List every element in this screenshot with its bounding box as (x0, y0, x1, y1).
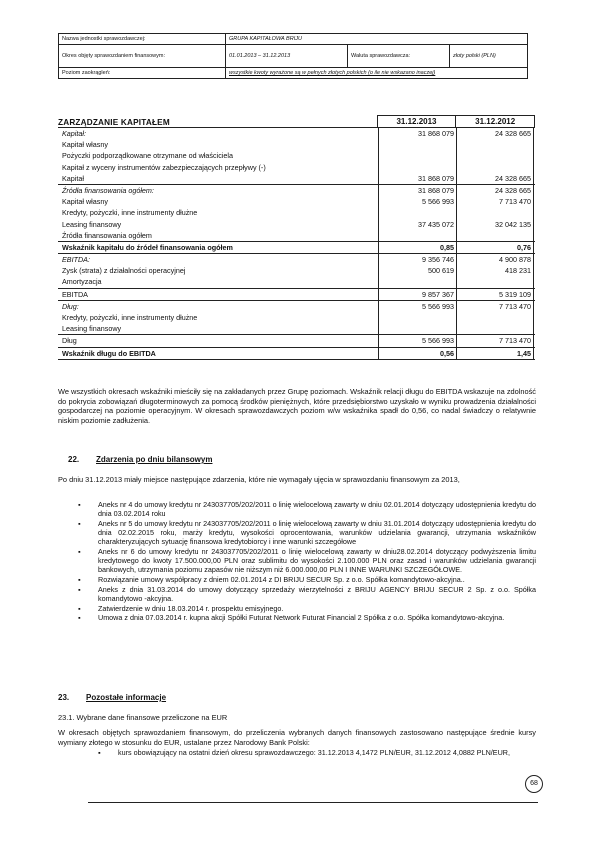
value-2013: 37 435 072 (378, 219, 456, 230)
value-2013: 9 857 367 (378, 289, 456, 300)
list-item-text: kurs obowiązujący na ostatni dzień okresu sprawozdawczego: 31.12.2013 4,1472 PLN/EUR, 31.12.2012 4,0882 PLN/EUR, (118, 748, 510, 757)
currency-label: Waluta sprawozdawcza: (348, 45, 450, 67)
table-body (58, 127, 535, 360)
list-item-text: Aneks nr 5 do umowy kredytu nr 243037705/202/2011 o linię wielocelową zawarty w dniu 31.01.2014 dotyczący udostępnienia kredytu do dnia 02.02.2015 roku, marży kredytu, wysokości oprocentowania, warunków udzielania gwarancji, utrzymania wskaźników charakteryzujących sytuację finansowa kredytobiorcy i inne warunki szczegółowe (98, 518, 536, 547)
list-item-text: Aneks nr 4 do umowy kredytu nr 243037705/202/2011 o linię wielocelową zawarty w dniu 02.01.2014 dotyczący udostępnienia kredytu do dnia 03.02.2014 roku (98, 500, 536, 519)
exchange-rates-intro: W okresach objętych sprawozdaniem finansowym, do przeliczenia wybranych danych finansowych zastosowano następujące średnie kursy wymiany złotego w stosunku do EUR, ustalane przez Narodowy Bank Polski: (58, 728, 536, 747)
row-label: Wskaźnik kapitału do źródeł finansowania ogółem (62, 242, 233, 252)
bullet-icon: ▪ (78, 547, 81, 557)
value-2012: 24 328 665 (456, 128, 534, 139)
table-row (58, 323, 535, 335)
value-2012 (456, 150, 534, 161)
ratios-commentary: We wszystkich okresach wskaźniki mieściły się na zakładanych przez Grupę poziomach. Wskaźnik relacji długu do EBITDA wskazuje na zdolność do pokrycia zobowiązań długoterminowych za pomocą środków pieniężnych, które przedsiębiorstwo uzyskało w wyniku prowadzenia działalności gospodarczej na poziomie operacyjnym. W okresach sprawozdawczych poziom w/w wskaźnika spadł do 0,56, co nadal świadczy o relatywnie niskim poziomie zadłużenia. (58, 387, 536, 425)
list-item (70, 547, 536, 575)
value-2012 (456, 312, 534, 323)
value-2012: 7 713 470 (456, 301, 534, 312)
value-2012 (456, 207, 534, 218)
value-2012: 5 319 109 (456, 289, 534, 300)
unit-label: Nazwa jednostki sprawozdawczej: (59, 34, 226, 44)
row-label: Kapitał (62, 173, 84, 183)
value-2013: 31 868 079 (378, 173, 456, 184)
row-label: Kapitał: (62, 129, 86, 138)
col-header-2013: 31.12.2013 (377, 115, 457, 127)
value-2012: 1,45 (456, 348, 534, 359)
value-2013: 31 868 079 (378, 128, 456, 139)
value-2012: 24 328 665 (456, 173, 534, 184)
table-row (58, 301, 535, 312)
table-row (58, 196, 535, 207)
row-label: Kapitał z wyceny instrumentów zabezpieczających przepływy (-) (62, 162, 266, 172)
value-2012: 24 328 665 (456, 185, 534, 196)
value-2013: 31 868 079 (378, 185, 456, 196)
table-row (58, 162, 535, 173)
value-2013 (378, 139, 456, 150)
value-2013 (378, 276, 456, 287)
bullet-icon: ▪ (78, 518, 81, 528)
value-2012: 0,76 (456, 242, 534, 253)
value-2013: 9 356 746 (378, 254, 456, 265)
value-2012 (456, 323, 534, 334)
section-number: 22. (68, 455, 80, 464)
row-label: Źródła finansowania ogółem: (62, 185, 154, 195)
col-header-2012: 31.12.2012 (456, 115, 535, 127)
value-2012: 4 900 878 (456, 254, 534, 265)
value-2013: 500 619 (378, 265, 456, 276)
table-row (58, 312, 535, 323)
value-2013 (378, 230, 456, 241)
capital-management-table (58, 113, 535, 360)
row-label: Wskaźnik długu do EBITDA (62, 348, 156, 358)
row-label: Kapitał własny (62, 140, 108, 150)
bullet-icon: ▪ (78, 575, 81, 585)
row-label: Pożyczki podporządkowane otrzymane od właściciela (62, 151, 233, 161)
list-item-text: Rozwiązanie umowy współpracy z dniem 02.01.2014 z DI BRIJU SECUR Sp. z o.o. Spółka komandytowo-akcyjna.. (98, 575, 465, 585)
section-number: 23. (58, 693, 70, 702)
bullet-icon: ▪ (78, 613, 81, 623)
value-2013: 5 566 993 (378, 301, 456, 312)
rounding-value: wszystkie kwoty wyrażone są w pełnych złotych polskich (o ile nie wskazano inaczej) (229, 70, 436, 76)
row-label: Kredyty, pożyczki, inne instrumenty dłużne (62, 208, 198, 218)
list-item (70, 585, 536, 603)
table-row (58, 139, 535, 150)
table-row (58, 219, 535, 230)
bullet-icon: ▪ (78, 603, 81, 613)
table-row (58, 242, 535, 254)
value-2013 (378, 150, 456, 161)
report-header-form (58, 33, 528, 79)
events-intro: Po dniu 31.12.2013 miały miejsce następujące zdarzenia, które nie wymagały ujęcia w sprawozdaniu finansowym za 2013, (58, 475, 460, 484)
unit-value: GRUPA KAPITAŁOWA BRIJU (229, 36, 302, 42)
exchange-rates-list (90, 748, 530, 758)
row-label: Amortyzacja (62, 277, 102, 287)
value-2013 (378, 162, 456, 173)
table-row (58, 173, 535, 185)
table-row (58, 150, 535, 161)
value-2012 (456, 162, 534, 173)
value-2013: 0,56 (378, 348, 456, 359)
row-label: Zysk (strata) z działalności operacyjnej (62, 266, 186, 276)
bullet-icon: ▪ (78, 584, 81, 594)
value-2013 (378, 312, 456, 323)
table-row (58, 185, 535, 196)
value-2013: 5 566 993 (378, 196, 456, 207)
list-item (70, 613, 536, 622)
bullet-icon: ▪ (98, 748, 101, 757)
list-item-text: Umowa z dnia 07.03.2014 r. kupna akcji Spółki Futurat Network Futurat Financial 2 Spółka z o.o. Spółka komandytowo-akcyjna. (98, 613, 505, 623)
table-row (58, 207, 535, 218)
value-2012: 7 713 470 (456, 196, 534, 207)
section-22-heading (68, 455, 212, 464)
table-row (58, 335, 535, 347)
row-label: Leasing finansowy (62, 324, 122, 334)
list-item (70, 500, 536, 518)
period-label: Okres objęty sprawozdaniem finansowym: (59, 45, 226, 67)
section-title: Pozostałe informacje (86, 693, 167, 702)
table-row (58, 276, 535, 288)
page-number: 68 (525, 775, 543, 793)
events-list (70, 500, 536, 623)
rounding-label: Poziom zaokrągleń: (59, 68, 226, 78)
table-row (58, 230, 535, 242)
row-label: EBITDA: (62, 255, 90, 265)
list-item (90, 748, 530, 757)
currency-value: złoty polski (PLN) (453, 53, 496, 59)
value-2013: 0,85 (378, 242, 456, 253)
row-label: Dług: (62, 301, 79, 311)
value-2013: 5 566 993 (378, 335, 456, 346)
list-item-text: Zatwierdzenie w dniu 18.03.2014 r. prospektu emisyjnego. (98, 603, 284, 613)
table-row (58, 265, 535, 276)
row-label: Leasing finansowy (62, 219, 122, 229)
value-2012 (456, 230, 534, 241)
subsection-23-1: 23.1. Wybrane dane finansowe przeliczone na EUR (58, 713, 228, 722)
row-label: Kapitał własny (62, 197, 108, 207)
list-item (70, 575, 536, 584)
list-item-text: Aneks nr 6 do umowy kredytu nr 243037705/202/2011 o linię wielocelową zawarty w dniu28.02.2014 dotyczący podwyższenia limitu kredytowego do kwoty 17.500.000,00 PLN oraz sublimitu do wysokości 2.100.000 PLN oraz zasad i warunków udzielania gwarancji bankowych, utrzymania poziomu zapasów nie niższym niż 6.000.000,00 PLN I INNE WARUNKI SZCZEGÓŁOWE. (98, 547, 536, 575)
row-label: Dług (62, 336, 77, 346)
row-label: Źródła finansowania ogółem (62, 230, 152, 240)
table-title: ZARZĄDZANIE KAPITAŁEM (58, 118, 170, 127)
table-row (58, 128, 535, 139)
table-row (58, 254, 535, 265)
value-2012: 418 231 (456, 265, 534, 276)
value-2013 (378, 323, 456, 334)
value-2012: 7 713 470 (456, 335, 534, 346)
list-item (70, 519, 536, 547)
section-title: Zdarzenia po dniu bilansowym (96, 455, 213, 464)
table-row (58, 348, 535, 359)
table-row (58, 289, 535, 301)
row-label: EBITDA (62, 289, 88, 299)
value-2012 (456, 139, 534, 150)
period-value: 01.01.2013 – 31.12.2013 (226, 45, 348, 67)
bullet-icon: ▪ (78, 500, 81, 509)
value-2012: 32 042 135 (456, 219, 534, 230)
value-2013 (378, 207, 456, 218)
row-label: Kredyty, pożyczki, inne instrumenty dłużne (62, 313, 198, 322)
list-item-text: Aneks z dnia 31.03.2014 do umowy dotyczący sprzedaży wierzytelności z BRIJU AGENCY BRIJU SECUR 2 Sp. z o.o. Spółka komandytowo -akcyjna. (98, 584, 536, 604)
section-23-heading (58, 693, 166, 702)
list-item (70, 604, 536, 613)
value-2012 (456, 276, 534, 287)
footer-rule (88, 802, 538, 803)
